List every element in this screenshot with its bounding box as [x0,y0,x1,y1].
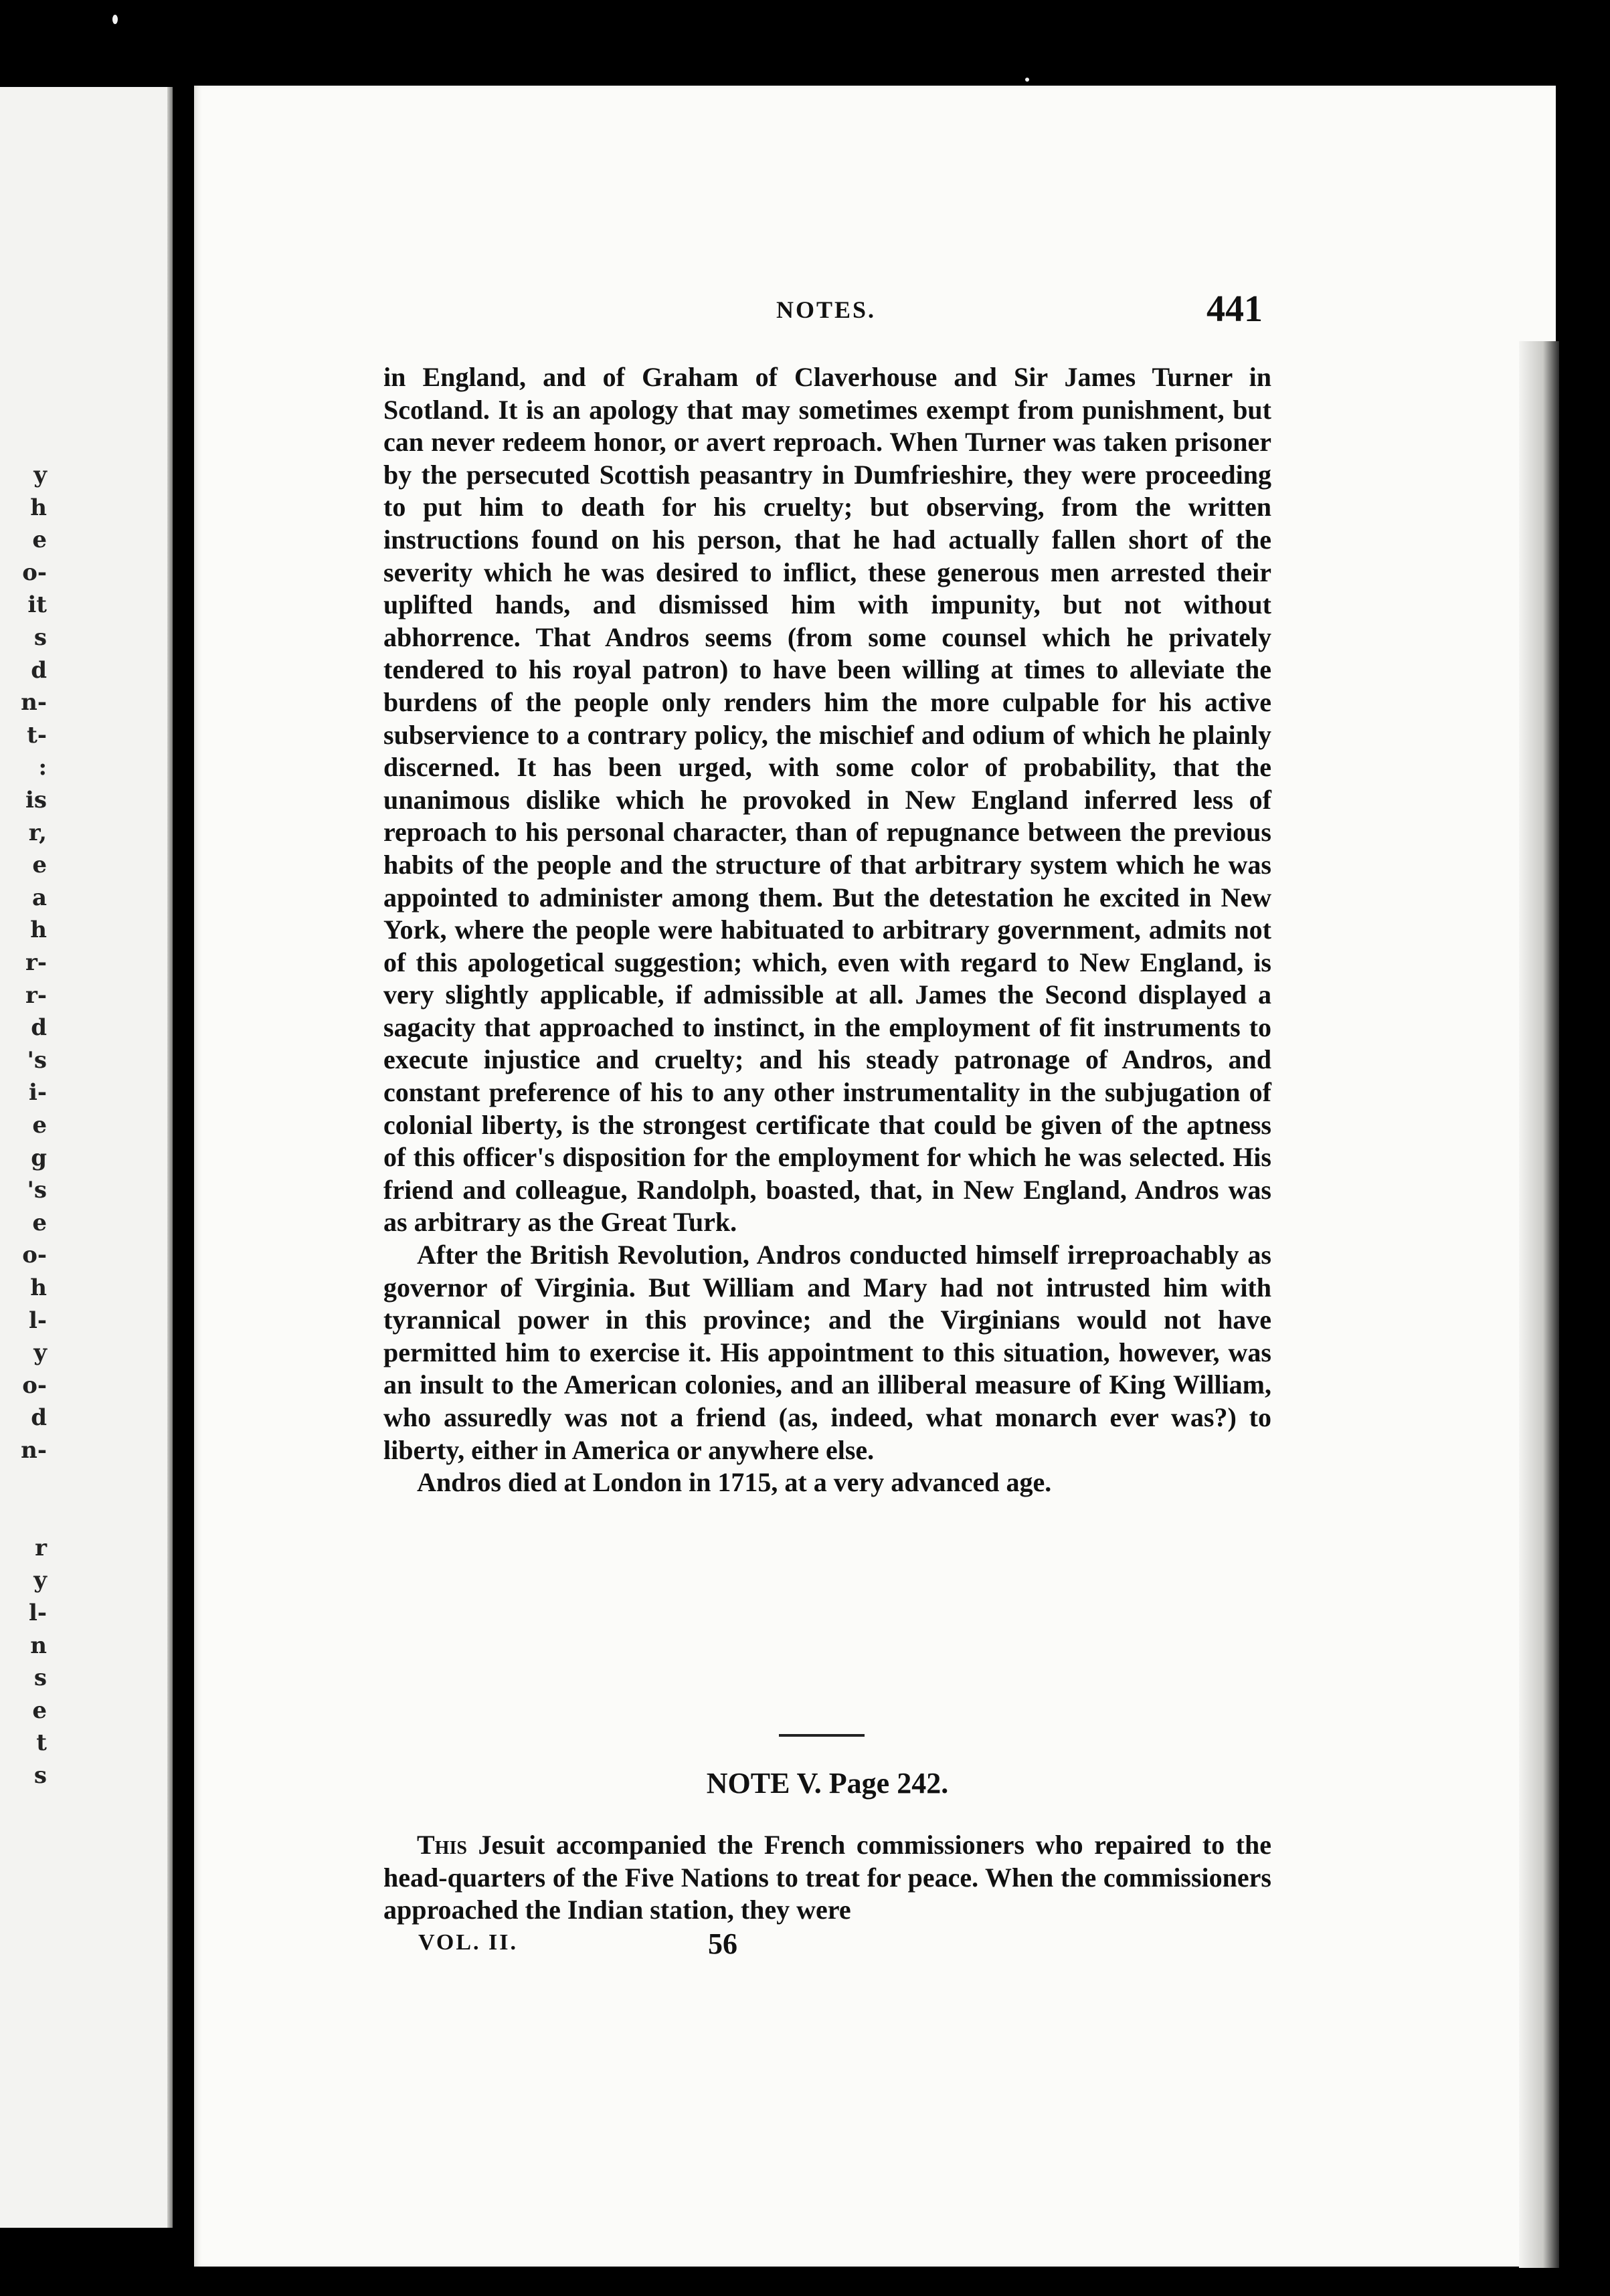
section-divider [779,1734,865,1737]
left-page-stub: e [32,1697,47,1724]
left-page-stub: 's [27,1177,47,1204]
page-number: 441 [1206,288,1263,330]
left-page-stub: h [30,494,47,521]
left-page-stub: r- [25,981,47,1009]
note-v-body: Jesuit accompanied the French commissioners who repaired to the head-quarters of the Five Nations to treat for peace. When the commissioners approached the Indian station, they were [383,1830,1271,1925]
left-page-stub: n [30,1632,47,1659]
left-page-stub: n- [21,1437,47,1464]
left-page-stub: e [32,527,47,554]
signature-folio: 56 [708,1927,737,1960]
left-page-stub: t- [27,721,47,749]
left-page-stub: s [33,624,47,651]
left-page-stub: e [32,852,47,879]
left-page-stub: r [35,1534,47,1561]
left-page-stub: t [36,1729,47,1757]
note-lead-word: This [417,1830,467,1860]
left-page-stub: h [30,917,47,944]
left-page-stub: i- [28,1079,47,1107]
left-page-stub: n- [21,689,47,716]
scan-speck [1025,78,1029,82]
left-page-stub: 's [27,1046,47,1074]
left-page-edge [167,87,173,2228]
left-page-stub: s [33,1762,47,1789]
left-page-stub: r- [25,949,47,976]
left-page-fragment [0,87,173,2228]
left-page-stub: a [31,884,47,911]
left-page-stub: is [25,787,47,814]
left-page-stub: g [31,1144,47,1171]
left-page-stub: e [32,1112,47,1139]
scan-speck [112,15,118,24]
left-page-stub: it [27,591,47,619]
left-page-stub: o- [22,1242,47,1269]
left-page-stub: y [33,1339,47,1367]
paragraph-death: Andros died at London in 1715, at a very advanced age. [417,1467,1052,1498]
left-page-stub: y [33,1567,47,1594]
paragraph-andros-character: in England, and of Graham of Claverhouse and Sir James Turner in Scotland. It is an apology that may sometimes exempt from punishment, but can never redeem honor, or avert reproach. When Turner was taken prisoner by the persecuted Scottish peasantry in Dumfrieshire, they were proceeding to put him to death for his cruelty; but observing, from the written instructions found on his person, that he had actually fallen short of the severity which he was desired to inflict, these generous men arrested their uplifted hands, and dismissed him with impunity, but not without abhorrence. That Andros seems (from some counsel which he privately tendered to his royal patron) to have been willing at times to alleviate the burdens of the people only renders him the more culpable for his active subservience to a contrary policy, the mischief and odium of which he plainly discerned. It has been urged, with some color of probability, that the unanimous dislike which he provoked in New England inferred less of reproach to his personal character, than of repugnance between the previous habits of the people and the structure of that arbitrary system which he was appointed to administer among them. But the detestation he excited in New York, where the people were habituated to arbitrary government, admits not of this apologetical suggestion; which, even with regard to New England, is very slightly applicable, if admissible at all. James the Second displayed a sagacity that approached to instinct, in the employment of fit instruments to execute injustice and cruelty; and his steady patronage of Andros, and constant preference of his to any other instrumentality in the subjugation of colonial liberty, is the strongest certificate that could be given of the aptness of this officer's disposition for the employment for which he was selected. His friend and colleague, Randolph, boasted, that, in New England, Andros was as arbitrary as the Great Turk. [383,362,1271,1238]
left-page-stub: l- [28,1307,47,1334]
left-page-stub: r, [28,819,47,846]
left-page-stub: o- [22,1371,47,1399]
note-heading: NOTE V. Page 242. [706,1767,949,1800]
left-page-stub: s [33,1664,47,1692]
notes-body [383,361,1271,1499]
left-page-stub: d [31,656,47,684]
signature-mark: VOL. II. [418,1930,518,1955]
note-v-text [383,1829,1271,1927]
binding-shadow [1519,341,1559,2268]
left-page-stub: y [33,462,47,488]
left-page-stub: d [31,1404,47,1432]
left-page-stub: d [31,1014,47,1042]
left-page-stub: : [38,754,47,781]
paragraph-virginia: After the British Revolution, Andros conducted himself irreproachably as governor of Virginia. But William and Mary had not intrusted him with tyrannical power in this province; and the Virginians would not have permitted him to exercise it. His appointment to this situation, however, was an insult to the American colonies, and an illiberal measure of King William, who assuredly was not a friend (as, indeed, what monarch ever was?) to liberty, either in America or anywhere else. [383,1240,1271,1465]
running-head: NOTES. [776,296,877,323]
left-page-stub: o- [22,559,47,586]
left-page-stub: h [30,1274,47,1301]
left-page-stub: l- [28,1600,47,1626]
left-page-stub: e [32,1209,47,1236]
